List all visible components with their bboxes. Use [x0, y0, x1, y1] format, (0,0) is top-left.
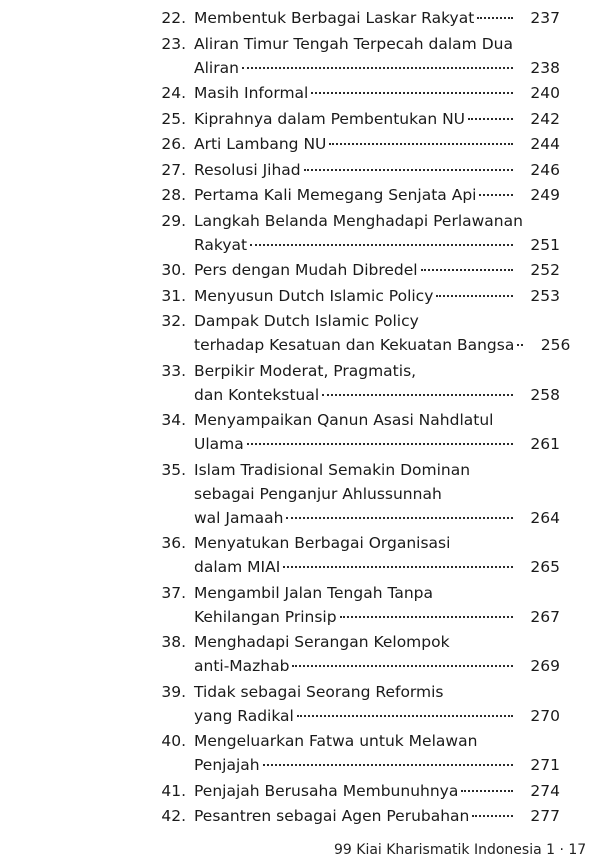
toc-entry	[152, 209, 560, 257]
dot-leader	[329, 143, 513, 145]
toc-entry-number: 37.	[161, 583, 186, 602]
toc-entry-title-line: Pers dengan Mudah Dibredel	[194, 261, 418, 279]
toc-entry-number: 30.	[161, 261, 186, 279]
dot-leader	[286, 517, 513, 519]
toc-entry-title-line: anti-Mazhab	[194, 657, 290, 675]
page-footer: 99 Kiai Kharismatik Indonesia 1 · 17	[334, 842, 587, 858]
toc-entry	[152, 779, 560, 803]
toc-entry	[152, 132, 560, 156]
dot-leader	[468, 118, 513, 120]
toc-entry-page-number: 269	[530, 657, 560, 675]
toc-entry-page-number: 277	[530, 807, 560, 825]
dot-leader	[517, 344, 523, 346]
toc-entry-number: 36.	[161, 534, 186, 552]
toc-entry-title-line: Ulama	[194, 435, 244, 453]
dot-leader	[263, 764, 513, 766]
toc-entry-title-line: Rakyat	[194, 235, 248, 254]
toc-entry-page-number: 271	[530, 756, 560, 774]
toc-entry-title-line: Islam Tradisional Semakin Dominan	[194, 460, 471, 479]
toc-entry-number: 29.	[161, 211, 186, 230]
toc-entry-title-line: Pesantren sebagai Agen Perubahan	[194, 807, 470, 825]
toc-entry	[152, 531, 560, 579]
toc-entry	[152, 359, 560, 407]
toc-entry-title-line: Penjajah Berusaha Membunuhnya	[194, 781, 459, 800]
toc-entry-title-line: Langkah Belanda Menghadapi Perlawanan	[194, 211, 523, 230]
dot-leader	[479, 194, 513, 196]
toc-entry-title-line: Tidak sebagai Seorang Reformis	[194, 682, 444, 701]
toc-entry-title-line: Menyatukan Berbagai Organisasi	[194, 534, 451, 552]
toc-entry	[152, 408, 560, 456]
toc-entry	[152, 309, 571, 357]
toc-entry-number: 40.	[161, 732, 186, 750]
toc-entry-title-line: dan Kontekstual	[194, 385, 320, 404]
toc-entry	[152, 680, 560, 728]
toc-entry	[152, 729, 560, 777]
toc-entry-title-line: terhadap Kesatuan dan Kekuatan Bangsa	[194, 336, 515, 354]
toc-entry-page-number: 267	[530, 607, 560, 626]
toc-entry-page-number: 249	[530, 186, 560, 204]
toc-entry-title-line: Aliran Timur Tengah Terpecah dalam Dua	[194, 34, 513, 53]
toc-entry	[152, 258, 560, 282]
dot-leader	[322, 394, 513, 396]
toc-entry-title-line: wal Jamaah	[194, 508, 284, 527]
toc-entry-title-line: Berpikir Moderat, Pragmatis,	[194, 361, 417, 380]
toc-entry-title-line: yang Radikal	[194, 706, 294, 725]
toc-entry-number: 23.	[161, 34, 186, 53]
toc-entry-page-number: 256	[540, 336, 571, 354]
dot-leader	[477, 17, 513, 19]
toc-entry-number: 26.	[161, 135, 186, 153]
toc-entry-page-number: 264	[530, 508, 560, 527]
toc-entry-number: 22.	[161, 9, 186, 27]
toc-entry	[152, 630, 560, 678]
toc-entry-page-number: 258	[530, 385, 560, 404]
dot-leader	[292, 665, 513, 667]
toc-entry-page-number: 265	[530, 558, 560, 576]
toc-entry-number: 25.	[161, 109, 186, 128]
toc-entry-page-number: 270	[530, 706, 560, 725]
toc-entry	[152, 458, 560, 530]
toc-entry-title-line: Arti Lambang NU	[194, 135, 327, 153]
toc-entry-title-line: Menyampaikan Qanun Asasi Nahdlatul	[194, 411, 494, 429]
dot-leader	[247, 443, 513, 445]
toc-entry-title-line: Pertama Kali Memegang Senjata Api	[194, 186, 477, 204]
toc-entry	[152, 284, 560, 308]
toc-entry-page-number: 244	[530, 135, 560, 153]
toc-entry	[152, 6, 560, 30]
toc-entry-page-number: 238	[530, 58, 560, 77]
toc-entry	[152, 107, 560, 131]
toc-entry	[152, 32, 560, 80]
toc-entry-number: 38.	[161, 633, 186, 651]
toc-entry-title-line: Menyusun Dutch Islamic Policy	[194, 286, 434, 305]
toc-entry	[152, 581, 560, 629]
toc-entry-title-line: Aliran	[194, 58, 239, 77]
dot-leader	[250, 244, 513, 246]
toc-entry-title-line: Kiprahnya dalam Pembentukan NU	[194, 109, 466, 128]
toc-entry-page-number: 240	[530, 84, 560, 102]
toc-entry-number: 42.	[161, 807, 186, 825]
toc-entry-title-line: Kehilangan Prinsip	[194, 607, 337, 626]
toc-entry-title-line: dalam MIAI	[194, 558, 281, 576]
toc-entry-title-line: Penjajah	[194, 756, 260, 774]
toc-entry-number: 33.	[161, 361, 186, 380]
toc-entry-number: 34.	[161, 411, 186, 429]
dot-leader	[472, 815, 513, 817]
toc-entry-page-number: 246	[530, 160, 560, 179]
toc-entry-title-line: Masih Informal	[194, 84, 309, 102]
toc-entry-title-line: Membentuk Berbagai Laskar Rakyat	[194, 9, 475, 27]
dot-leader	[283, 566, 513, 568]
toc-entry-number: 35.	[161, 460, 186, 479]
toc-entry-title-line: Mengeluarkan Fatwa untuk Melawan	[194, 732, 478, 750]
toc-entry-number: 32.	[161, 312, 186, 330]
toc-entry	[152, 81, 560, 105]
toc-entry-number: 39.	[161, 682, 186, 701]
dot-leader	[436, 295, 513, 297]
toc-entry-number: 28.	[161, 186, 186, 204]
toc-entry	[152, 183, 560, 207]
toc-entry-title-line: Resolusi Jihad	[194, 160, 301, 179]
toc-entry-title-line: Menghadapi Serangan Kelompok	[194, 633, 450, 651]
dot-leader	[340, 616, 513, 618]
toc-entry-page-number: 242	[530, 109, 560, 128]
toc-entry-number: 41.	[161, 781, 186, 800]
toc-entry-number: 31.	[161, 286, 186, 305]
toc-entry-page-number: 274	[530, 781, 560, 800]
dot-leader	[242, 67, 513, 69]
toc-entry-page-number: 251	[530, 235, 560, 254]
dot-leader	[461, 790, 513, 792]
dot-leader	[304, 169, 513, 171]
toc-entry-title-line: sebagai Penganjur Ahlussunnah	[194, 484, 442, 503]
toc-entry-page-number: 253	[530, 286, 560, 305]
toc-entry	[152, 804, 560, 828]
dot-leader	[297, 715, 513, 717]
toc-entry-title-line: Mengambil Jalan Tengah Tanpa	[194, 583, 434, 602]
table-of-contents	[152, 6, 571, 830]
toc-entry-number: 24.	[161, 84, 186, 102]
toc-entry-page-number: 261	[530, 435, 560, 453]
toc-entry	[152, 158, 560, 182]
toc-entry-page-number: 252	[530, 261, 560, 279]
dot-leader	[421, 269, 513, 271]
dot-leader	[311, 92, 513, 94]
toc-entry-title-line: Dampak Dutch Islamic Policy	[194, 312, 419, 330]
toc-entry-number: 27.	[161, 160, 186, 179]
toc-entry-page-number: 237	[530, 9, 560, 27]
